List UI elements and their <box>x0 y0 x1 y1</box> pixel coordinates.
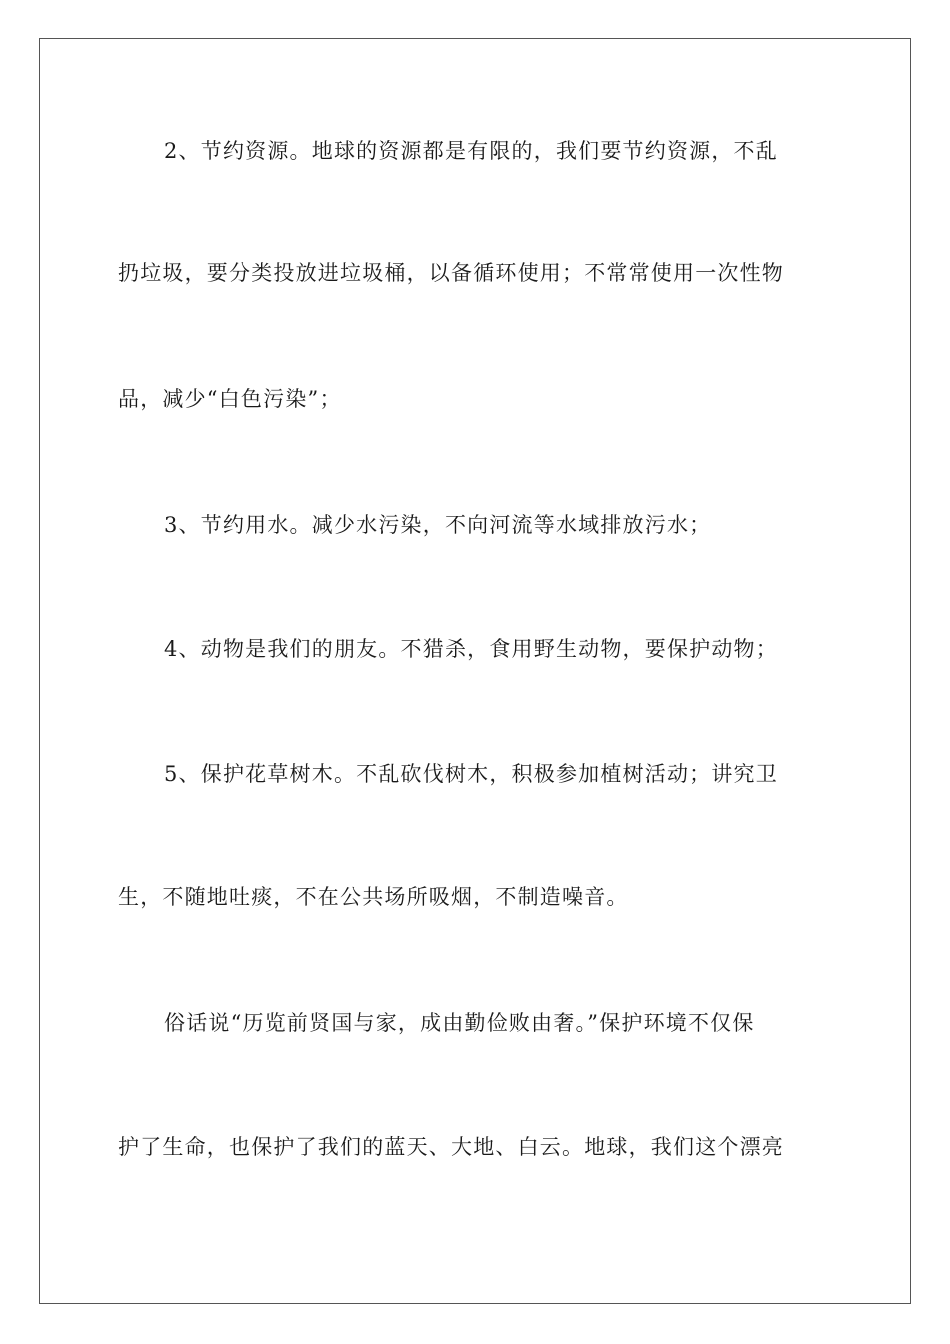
paragraph-6-line-2: 护了生命，也保护了我们的蓝天、大地、白云。地球，我们这个漂亮 <box>118 1135 784 1159</box>
paragraph-2-line-3: 品，减少“白色污染”； <box>118 387 342 411</box>
paragraph-5-line-1: 5、保护花草树木。不乱砍伐树木，积极参加植树活动；讲究卫 <box>164 762 778 786</box>
paragraph-2-line-2: 扔垃圾，要分类投放进垃圾桶，以备循环使用；不常常使用一次性物 <box>118 261 784 285</box>
paragraph-5-line-2: 生，不随地吐痰，不在公共场所吸烟，不制造噪音。 <box>118 885 629 909</box>
paragraph-2-line-1: 2、节约资源。地球的资源都是有限的，我们要节约资源，不乱 <box>164 139 778 163</box>
paragraph-4: 4、动物是我们的朋友。不猎杀，食用野生动物，要保护动物； <box>164 637 778 661</box>
page-border <box>39 38 911 1304</box>
paragraph-3: 3、节约用水。减少水污染，不向河流等水域排放污水； <box>164 513 712 537</box>
paragraph-6-line-1: 俗话说“历览前贤国与家，成由勤俭败由奢。”保护环境不仅保 <box>164 1011 755 1035</box>
